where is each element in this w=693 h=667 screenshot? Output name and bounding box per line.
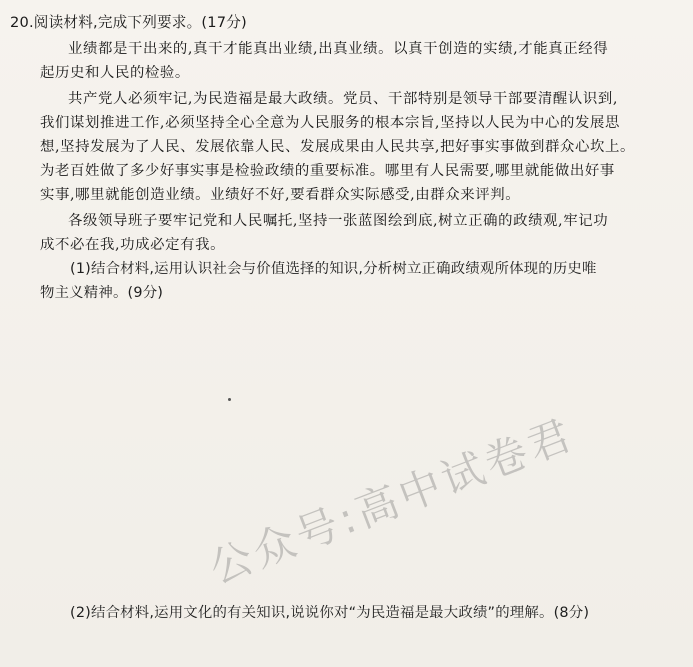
- material-line: 各级领导班子要牢记党和人民嘱托,坚持一张蓝图绘到底,树立正确的政绩观,牢记功: [68, 213, 609, 229]
- ink-speck: [228, 398, 231, 401]
- material-line: 起历史和人民的检验。: [40, 65, 190, 81]
- material-line: 成不必在我,功成必定有我。: [40, 237, 226, 253]
- sub-question-2: (2)结合材料,运用文化的有关知识,说说你对“为民造福是最大政绩”的理解。(8分): [70, 605, 590, 621]
- material-line: 想,坚持发展为了人民、发展依靠人民、发展成果由人民共享,把好事实事做到群众心坎上。: [40, 139, 635, 155]
- material-line: 实事,哪里就能创造业绩。业绩好不好,要看群众实际感受,由群众来评判。: [40, 187, 521, 203]
- material-line: 共产党人必须牢记,为民造福是最大政绩。党员、干部特别是领导干部要清醒认识到,: [68, 91, 619, 107]
- material-line: 我们谋划推进工作,必须坚持全心全意为人民服务的根本宗旨,坚持以人民为中心的发展思: [40, 115, 620, 131]
- sub-question-1-line: 物主义精神。(9分): [40, 285, 164, 301]
- watermark: 公众号:高中试卷君: [202, 409, 581, 594]
- material-line: 为老百姓做了多少好事实事是检验政绩的重要标准。哪里有人民需要,哪里就能做出好事: [40, 163, 615, 179]
- material-line: 业绩都是干出来的,真干才能真出业绩,出真业绩。以真干创造的实绩,才能真正经得: [68, 41, 609, 57]
- sub-question-1-line: (1)结合材料,运用认识社会与价值选择的知识,分析树立正确政绩观所体现的历史唯: [70, 261, 597, 277]
- question-heading: 20.阅读材料,完成下列要求。(17分): [10, 14, 247, 31]
